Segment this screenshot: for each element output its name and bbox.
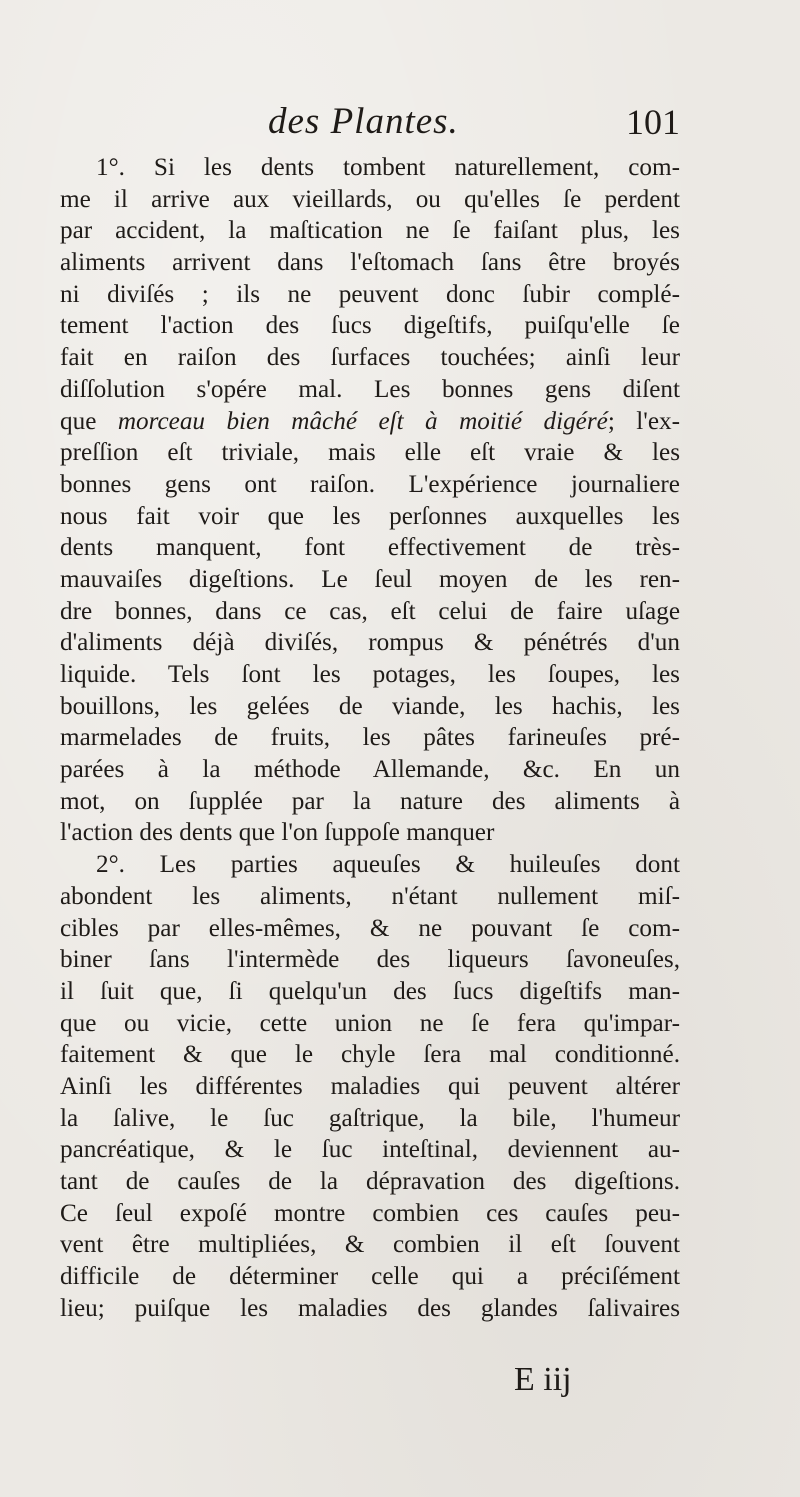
body-text	[60, 152, 680, 1324]
text-line: marmelades de fruits, les pâtes farineuſes pré-	[60, 724, 680, 752]
page-number: 101	[626, 102, 680, 142]
proverb-lead: que	[60, 407, 118, 435]
text-line: difficile de déterminer celle qui a préciſément	[60, 1263, 680, 1291]
text-line: d'aliments déjà diviſés, rompus & pénétrés d'un	[60, 629, 680, 657]
text-line: biner ſans l'intermède des liqueurs ſavoneuſes,	[60, 946, 680, 974]
text-line: faitement & que le chyle ſera mal conditionné.	[60, 1041, 680, 1069]
text-line: vent être multipliées, & combien il eſt ſouvent	[60, 1231, 680, 1259]
text-line: mot, on ſupplée par la nature des aliments à	[60, 787, 680, 815]
text-line: tement l'action des ſucs digeſtifs, puiſqu'elle ſe	[60, 312, 680, 340]
signature-mark: E iij	[514, 1361, 572, 1398]
running-title: des Plantes.	[268, 101, 459, 142]
text-line: preſſion eſt triviale, mais elle eſt vraie & les	[60, 439, 680, 467]
proverb-italic: morceau bien mâché eſt à moitié digéré	[117, 407, 608, 435]
text-line: 1°. Si les dents tombent naturellement, com-	[96, 154, 680, 181]
text-line: il ſuit que, ſi quelqu'un des ſucs digeſtifs man-	[60, 977, 680, 1005]
proverb-tail: ; l'ex-	[607, 407, 680, 435]
text-line: Ainſi les différentes maladies qui peuvent altérer	[60, 1072, 680, 1100]
text-line: bonnes gens ont raiſon. L'expérience journaliere	[60, 470, 680, 498]
text-line: diſſolution s'opére mal. Les bonnes gens diſent	[60, 375, 680, 403]
text-line: lieu; puiſque les maladies des glandes ſalivaires	[60, 1294, 680, 1322]
text-line: Ce ſeul expoſé montre combien ces cauſes peu-	[60, 1199, 680, 1227]
text-line: liquide. Tels ſont les potages, les ſoupes, les	[60, 661, 680, 688]
text-line: l'action des dents que l'on ſuppoſe manquer	[60, 819, 495, 847]
text-line: la ſalive, le ſuc gaſtrique, la bile, l'humeur	[60, 1104, 680, 1132]
text-line: mauvaiſes digeſtions. Le ſeul moyen de les ren-	[60, 565, 680, 593]
text-line: aliments arrivent dans l'eſtomach ſans être broyés	[60, 249, 680, 277]
text-line: cibles par elles-mêmes, & ne pouvant ſe com-	[60, 914, 680, 942]
page-header	[60, 98, 680, 146]
text-line: dents manquent, font effectivement de très-	[60, 534, 680, 562]
text-line: me il arrive aux vieillards, ou qu'elles ſe perdent	[60, 185, 680, 213]
text-line: par accident, la maſtication ne ſe faiſant plus, les	[60, 217, 680, 245]
text-line: tant de cauſes de la dépravation des digeſtions.	[60, 1168, 680, 1195]
text-line: parées à la méthode Allemande, &c. En un	[60, 756, 680, 784]
text-line: bouillons, les gelées de viande, les hachis, les	[60, 692, 680, 720]
text-line: abondent les aliments, n'étant nullement miſ-	[60, 882, 680, 910]
text-line: fait en raiſon des ſurfaces touchées; ainſi leur	[60, 344, 680, 372]
text-line: pancréatique, & le ſuc inteſtinal, deviennent au-	[60, 1136, 680, 1164]
text-line: dre bonnes, dans ce cas, eſt celui de faire uſage	[60, 597, 680, 625]
text-line: 2°. Les parties aqueuſes & huileuſes dont	[96, 851, 680, 879]
text-line: nous fait voir que les perſonnes auxquelles les	[60, 502, 680, 530]
text-line: ni diviſés ; ils ne peuvent donc ſubir complé-	[60, 280, 680, 308]
text-line-proverb	[60, 406, 680, 438]
text-line: que ou vicie, cette union ne ſe fera qu'impar-	[60, 1009, 680, 1037]
